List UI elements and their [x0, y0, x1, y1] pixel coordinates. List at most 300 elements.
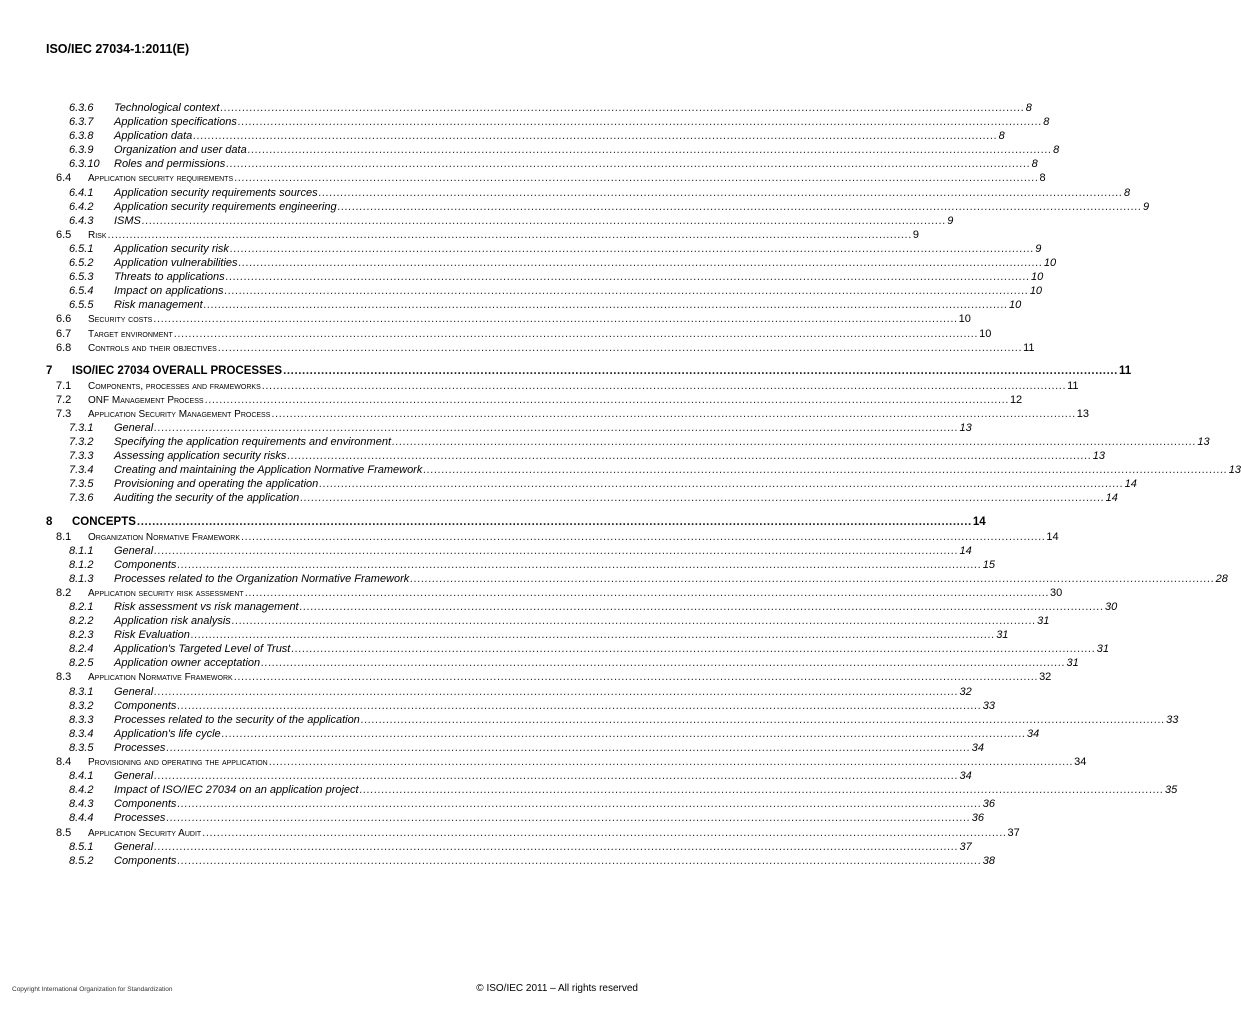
toc-entry-title: Risk assessment vs risk management: [114, 601, 299, 613]
toc-entry-title: Organization Normative Framework: [88, 531, 241, 545]
toc-entry-number: 6.8: [56, 341, 72, 354]
toc-entry-number: 8.4.4: [69, 812, 94, 825]
toc-leader-dots: ............................................................................................................................................................................................................................: [271, 407, 1076, 420]
toc-entry-title: Application risk analysis: [114, 615, 231, 628]
toc-entry-title: Organization and user data: [114, 144, 247, 157]
toc-entry-title: Components: [114, 854, 177, 867]
toc-entry[interactable]: [0, 393, 1023, 407]
toc-entry-number: 8.4.3: [69, 798, 94, 811]
toc-entry-page: 8: [1053, 144, 1060, 157]
toc-entry-page: 32: [1039, 671, 1052, 684]
toc-entry-number: 7.1: [56, 379, 72, 392]
toc-entry[interactable]: [0, 129, 1005, 143]
toc-entry-title: Components, processes and frameworks: [88, 380, 262, 394]
toc-entry-title: Security costs: [88, 313, 153, 327]
toc-leader-dots: ............................................................................................................................................................................................................................: [247, 144, 1053, 157]
toc-entry-title: Processes: [114, 812, 166, 825]
toc-entry-line: [88, 670, 1052, 685]
toc-entry-title: Provisioning and operating the application: [114, 478, 319, 491]
toc-entry-line: [114, 449, 1106, 463]
toc-leader-dots: ............................................................................................................................................................................................................................: [261, 379, 1067, 392]
toc-entry[interactable]: [0, 435, 1210, 449]
toc-entry-page: 35: [1164, 784, 1178, 797]
toc-entry-title: Application Normative Framework: [88, 671, 234, 685]
toc-entry-number: 8.3.4: [69, 727, 94, 740]
toc-entry-line: [114, 284, 1043, 298]
toc-entry[interactable]: [0, 171, 1046, 185]
toc-entry-line: [114, 811, 984, 825]
toc-leader-dots: ............................................................................................................................................................................................................................: [154, 840, 959, 853]
toc-entry-title: Risk Evaluation: [114, 629, 190, 642]
toc-entry-number: 7.3.5: [69, 478, 94, 491]
toc-leader-dots: ............................................................................................................................................................................................................................: [299, 601, 1104, 613]
toc-entry-title: General: [114, 685, 154, 698]
toc-leader-dots: ............................................................................................................................................................................................................................: [268, 756, 1074, 769]
toc-entry-line: [114, 157, 1038, 171]
toc-entry[interactable]: [0, 670, 1052, 684]
toc-entry-number: 7.3.2: [69, 436, 94, 449]
toc-entry[interactable]: [0, 284, 1043, 298]
toc-entry-title: Application security requirements engineering: [114, 200, 337, 213]
toc-entry-title: Application security requirements: [88, 172, 234, 186]
toc-entry-page: 36: [982, 798, 995, 811]
toc-entry-line: [88, 393, 1023, 408]
toc-entry[interactable]: [0, 642, 1109, 656]
toc-spacer: [0, 355, 724, 364]
toc-entry-page: 8: [1043, 116, 1050, 129]
toc-entry-number: 6.3.8: [69, 130, 94, 143]
toc-leader-dots: ............................................................................................................................................................................................................................: [141, 214, 947, 227]
toc-leader-dots: ............................................................................................................................................................................................................................: [237, 116, 1043, 129]
toc-entry-line: [114, 129, 1005, 143]
toc-entry-number: 8.5.1: [69, 840, 94, 853]
toc-entry-page: 10: [979, 327, 992, 340]
toc-entry-number: 8.5: [56, 826, 72, 839]
toc-entry[interactable]: [0, 699, 995, 713]
toc-entry-line: [114, 115, 1050, 129]
toc-entry-line: [114, 101, 1032, 115]
toc-entry[interactable]: [0, 115, 1050, 129]
toc-entry-number: 7.2: [56, 393, 72, 406]
toc-entry-number: 8.1.3: [69, 572, 94, 585]
toc-entry-page: 31: [1066, 657, 1079, 670]
toc-entry-page: 8: [1123, 186, 1131, 199]
toc-entry[interactable]: [0, 463, 1241, 477]
toc-entry-title: Processes related to the Organization Normative Framework: [114, 572, 410, 585]
toc-entry[interactable]: [0, 341, 1035, 355]
toc-entry-page: 11: [1067, 379, 1079, 392]
toc-entry-number: 6.5.5: [69, 299, 94, 312]
toc-entry-line: [88, 228, 919, 243]
toc-entry-line: [114, 600, 1118, 614]
toc-entry-number: 6.5.3: [69, 271, 94, 284]
toc-entry-number: 7.3.6: [69, 492, 94, 505]
toc-leader-dots: ............................................................................................................................................................................................................................: [203, 299, 1009, 312]
toc-leader-dots: ............................................................................................................................................................................................................................: [229, 242, 1035, 255]
toc-entry-line: [114, 642, 1109, 656]
toc-entry[interactable]: [0, 491, 1118, 505]
toc-entry[interactable]: [0, 558, 995, 572]
toc-leader-dots: ............................................................................................................................................................................................................................: [190, 629, 996, 642]
toc-entry-page: 32: [959, 685, 972, 698]
toc-entry-page: 37: [1007, 826, 1020, 839]
toc-leader-dots: ............................................................................................................................................................................................................................: [234, 172, 1039, 185]
toc-entry-title: Components: [114, 699, 177, 712]
toc-entry-number: 6.4.3: [69, 214, 94, 227]
toc-leader-dots: ............................................................................................................................................................................................................................: [173, 327, 979, 340]
toc-entry-number: 8.1: [56, 530, 72, 543]
toc-entry-title: Creating and maintaining the Application Normative Framework: [114, 464, 423, 477]
toc-entry-page: 15: [982, 558, 995, 571]
toc-entry-number: 8.2.3: [69, 629, 94, 642]
toc-entry[interactable]: [0, 364, 1132, 379]
toc-leader-dots: ............................................................................................................................................................................................................................: [224, 285, 1029, 298]
toc-entry-page: 10: [1031, 271, 1044, 284]
toc-entry-line: [114, 143, 1060, 157]
toc-entry-line: [114, 463, 1241, 477]
toc-entry-title: Application owner acceptation: [114, 657, 261, 670]
toc-entry-page: 28: [1215, 572, 1228, 585]
toc-entry-title: Application's Targeted Level of Trust: [114, 643, 291, 656]
toc-leader-dots: ............................................................................................................................................................................................................................: [154, 421, 959, 434]
toc-leader-dots: ............................................................................................................................................................................................................................: [291, 643, 1096, 656]
toc-leader-dots: ............................................................................................................................................................................................................................: [318, 186, 1123, 199]
toc-entry-number: 8.3: [56, 671, 72, 684]
toc-leader-dots: ............................................................................................................................................................................................................................: [153, 313, 958, 326]
toc-entry-title: Application security risk assessment: [88, 587, 245, 601]
toc-leader-dots: ............................................................................................................................................................................................................................: [359, 784, 1164, 797]
toc-entry-number: 7: [46, 364, 53, 377]
toc-leader-dots: ............................................................................................................................................................................................................................: [231, 615, 1037, 628]
toc-entry-number: 8.3.3: [69, 713, 94, 726]
toc-entry[interactable]: [0, 656, 1079, 670]
toc-entry-line: [88, 379, 1079, 394]
toc-entry-line: [114, 797, 995, 811]
toc-entry[interactable]: [0, 854, 995, 868]
toc-leader-dots: ............................................................................................................................................................................................................................: [221, 727, 1027, 740]
toc-entry-page: 14: [1105, 492, 1118, 505]
toc-entry-title: Threats to applications: [114, 271, 225, 284]
toc-entry-line: [114, 544, 972, 558]
toc-entry[interactable]: [0, 741, 984, 755]
toc-entry-title: Application security requirements sources: [114, 186, 318, 199]
toc-entry-number: 8.3.5: [69, 741, 94, 754]
toc-entry-page: 13: [959, 421, 972, 434]
toc-leader-dots: ............................................................................................................................................................................................................................: [177, 558, 982, 571]
toc-entry-number: 6.4.2: [69, 200, 94, 213]
toc-entry[interactable]: [0, 312, 971, 326]
toc-entry-title: Risk: [88, 229, 108, 243]
toc-leader-dots: ............................................................................................................................................................................................................................: [193, 130, 998, 143]
toc-entry-line: [114, 727, 1040, 741]
toc-entry-number: 7.3.1: [69, 421, 94, 434]
toc-leader-dots: ............................................................................................................................................................................................................................: [204, 393, 1009, 406]
toc-entry-line: [114, 741, 984, 755]
toc-entry[interactable]: [0, 449, 1106, 463]
toc-entry-line: [114, 200, 1150, 214]
toc-entry-line: [72, 515, 986, 530]
toc-entry-title: CONCEPTS: [72, 515, 136, 528]
toc-leader-dots: ............................................................................................................................................................................................................................: [136, 515, 972, 528]
toc-entry-number: 8.2.4: [69, 643, 94, 656]
toc-entry-line: [88, 327, 992, 342]
toc-entry-page: 30: [1050, 586, 1063, 599]
toc-entry-title: Application data: [114, 130, 193, 143]
toc-entry-line: [88, 407, 1090, 422]
toc-entry[interactable]: [0, 826, 1020, 840]
toc-entry[interactable]: [0, 200, 1150, 214]
toc-entry-title: Roles and permissions: [114, 158, 226, 171]
toc-leader-dots: ............................................................................................................................................................................................................................: [177, 854, 982, 867]
toc-leader-dots: ............................................................................................................................................................................................................................: [177, 699, 982, 712]
toc-leader-dots: ............................................................................................................................................................................................................................: [283, 364, 1118, 377]
toc-entry-number: 7.3.4: [69, 464, 94, 477]
toc-entry[interactable]: [0, 586, 1063, 600]
toc-entry[interactable]: [0, 769, 972, 783]
document-id: ISO/IEC 27034-1:2011(E): [46, 42, 190, 56]
toc-leader-dots: ............................................................................................................................................................................................................................: [166, 741, 971, 754]
toc-entry-line: [114, 477, 1137, 491]
toc-entry-page: 11: [1118, 364, 1132, 377]
toc-entry-page: 14: [1046, 530, 1059, 543]
toc-entry-line: [114, 242, 1042, 256]
toc-entry-number: 8.4.1: [69, 770, 94, 783]
toc-entry-page: 14: [959, 544, 972, 557]
toc-entry-number: 6.7: [56, 327, 72, 340]
toc-entry-page: 31: [1096, 643, 1109, 656]
toc-entry-page: 8: [998, 130, 1005, 143]
toc-leader-dots: ............................................................................................................................................................................................................................: [177, 798, 982, 811]
toc-leader-dots: ............................................................................................................................................................................................................................: [392, 436, 1197, 449]
toc-entry-number: 7.3: [56, 407, 72, 420]
toc-entry-title: Specifying the application requirements and environment: [114, 436, 391, 449]
toc-entry[interactable]: [0, 614, 1050, 628]
toc-entry-page: 31: [1037, 615, 1050, 628]
toc-entry-page: 12: [1009, 393, 1023, 406]
toc-entry-line: [114, 783, 1178, 797]
toc-entry[interactable]: [0, 477, 1137, 491]
toc-entry-page: 14: [1124, 478, 1137, 491]
toc-entry-line: [88, 826, 1020, 841]
toc-entry-page: 31: [996, 629, 1009, 642]
toc-entry-line: [114, 214, 954, 228]
toc-leader-dots: ............................................................................................................................................................................................................................: [300, 492, 1105, 505]
toc-entry-page: 9: [1035, 242, 1042, 255]
toc-entry-page: 13: [1197, 436, 1210, 449]
toc-entry-page: 8: [1031, 158, 1038, 171]
toc-leader-dots: ............................................................................................................................................................................................................................: [241, 530, 1046, 543]
toc-leader-dots: ............................................................................................................................................................................................................................: [423, 464, 1228, 477]
toc-entry[interactable]: [0, 840, 972, 854]
toc-entry-number: 8.2.1: [69, 601, 94, 613]
toc-entry-title: General: [114, 770, 154, 783]
toc-entry-line: [114, 435, 1210, 449]
toc-entry-line: [88, 312, 971, 327]
toc-entry-line: [114, 699, 995, 713]
toc-entry[interactable]: [0, 298, 1022, 312]
toc-leader-dots: ............................................................................................................................................................................................................................: [226, 158, 1031, 171]
toc-entry[interactable]: [0, 421, 972, 435]
toc-entry-page: 34: [971, 741, 984, 754]
toc-entry-page: 9: [947, 214, 954, 227]
toc-entry[interactable]: [0, 186, 1131, 200]
toc-entry-number: 8.4.2: [69, 784, 94, 797]
toc-entry-title: Components: [114, 558, 177, 571]
toc-entry[interactable]: [0, 270, 1044, 284]
toc-entry[interactable]: [0, 755, 1087, 769]
toc-entry[interactable]: [0, 600, 1118, 614]
toc-entry-number: 8.1.1: [69, 544, 94, 557]
toc-entry-page: 13: [1092, 450, 1106, 463]
toc-entry-line: [114, 491, 1118, 505]
toc-entry[interactable]: [0, 327, 992, 341]
toc-leader-dots: ............................................................................................................................................................................................................................: [202, 826, 1007, 839]
toc-entry-page: 34: [1027, 727, 1040, 740]
toc-entry[interactable]: [0, 572, 1228, 586]
toc-entry-line: [114, 256, 1057, 270]
toc-entry[interactable]: [0, 228, 919, 242]
toc-entry-title: Target environment: [88, 328, 174, 342]
toc-leader-dots: ............................................................................................................................................................................................................................: [107, 228, 912, 241]
toc-entry-title: General: [114, 840, 154, 853]
toc-entry-number: 8.3.1: [69, 685, 94, 698]
toc-entry-title: Application's life cycle: [114, 727, 221, 740]
toc-entry-number: 8: [46, 515, 53, 528]
toc-entry[interactable]: [0, 256, 1057, 270]
toc-entry-line: [88, 586, 1063, 601]
toc-entry-page: 10: [958, 313, 971, 326]
toc-leader-dots: ............................................................................................................................................................................................................................: [166, 812, 971, 825]
toc-entry-title: Application Security Audit: [88, 827, 202, 841]
toc-leader-dots: ............................................................................................................................................................................................................................: [220, 102, 1025, 114]
toc-spacer: [0, 506, 724, 515]
toc-entry-page: 14: [972, 515, 986, 528]
toc-entry-title: General: [114, 421, 154, 434]
toc-entry-line: [114, 421, 972, 435]
toc-entry[interactable]: [0, 143, 1060, 157]
toc-entry-line: [114, 614, 1050, 628]
toc-entry[interactable]: [0, 628, 1009, 642]
toc-entry[interactable]: [0, 713, 1179, 727]
toc-entry-line: [114, 685, 972, 699]
toc-entry-page: 34: [959, 770, 972, 783]
toc-entry-line: [114, 713, 1179, 727]
toc-entry-page: 8: [1039, 172, 1046, 185]
toc-entry-number: 6.3.9: [69, 144, 94, 157]
toc-entry-page: 10: [1043, 257, 1057, 270]
toc-leader-dots: ............................................................................................................................................................................................................................: [261, 657, 1066, 670]
toc-leader-dots: ............................................................................................................................................................................................................................: [319, 478, 1124, 491]
toc-entry-title: Impact of ISO/IEC 27034 on an application project: [114, 784, 359, 797]
toc-entry[interactable]: [0, 544, 972, 558]
toc-entry-number: 7.3.3: [69, 450, 94, 463]
toc-entry[interactable]: [0, 727, 1040, 741]
toc-entry-line: [114, 572, 1228, 586]
toc-entry-number: 6.3.7: [69, 116, 94, 129]
toc-entry[interactable]: [0, 530, 1059, 544]
toc-entry-number: 6.3.10: [69, 158, 100, 171]
toc-leader-dots: ............................................................................................................................................................................................................................: [217, 341, 1023, 354]
toc-entry-line: [72, 364, 1132, 379]
footer-rights: © ISO/IEC 2011 – All rights reserved: [476, 983, 638, 994]
footer-copyright: Copyright International Organization for Standardization: [12, 986, 173, 993]
toc-leader-dots: ............................................................................................................................................................................................................................: [154, 544, 959, 557]
toc-entry-page: 13: [1076, 407, 1090, 420]
toc-leader-dots: ............................................................................................................................................................................................................................: [154, 685, 959, 698]
toc-entry-page: 8: [1025, 102, 1032, 114]
toc-entry-line: [88, 530, 1059, 545]
toc-entry-number: 6.3.6: [69, 102, 94, 114]
toc-entry-number: 6.4.1: [69, 186, 94, 199]
toc-entry-title: Processes related to the security of the application: [114, 713, 360, 726]
toc-entry-page: 9: [912, 228, 919, 241]
toc-entry-page: 34: [1074, 756, 1087, 769]
toc-entry-line: [114, 854, 995, 868]
toc-entry[interactable]: [0, 242, 1042, 256]
toc-entry-title: Auditing the security of the application: [114, 492, 300, 505]
toc-entry-number: 8.2.5: [69, 657, 94, 670]
toc-entry-title: Risk management: [114, 299, 203, 312]
toc-entry-title: Application security risk: [114, 242, 229, 255]
toc-entry-number: 8.4: [56, 756, 72, 769]
toc-entry-line: [114, 656, 1079, 670]
toc-entry-title: Processes: [114, 741, 166, 754]
toc-entry-line: [114, 270, 1044, 284]
toc-entry[interactable]: [0, 783, 1178, 797]
toc-leader-dots: ............................................................................................................................................................................................................................: [154, 770, 959, 783]
toc-entry[interactable]: [0, 797, 995, 811]
toc-entry-number: 6.5: [56, 228, 72, 241]
toc-entry-number: 8.3.2: [69, 699, 94, 712]
toc-entry-number: 6.5.1: [69, 242, 94, 255]
toc-entry-line: [114, 298, 1022, 312]
toc-entry[interactable]: [0, 157, 1038, 171]
toc-entry[interactable]: [0, 101, 1032, 115]
toc-entry[interactable]: [0, 214, 954, 228]
toc-entry-line: [88, 171, 1046, 186]
toc-entry-title: Components: [114, 798, 177, 811]
toc-entry-title: Impact on applications: [114, 285, 224, 298]
toc-entry-title: Application vulnerabilities: [114, 257, 238, 270]
toc-entry-line: [114, 628, 1009, 642]
toc-entry-page: 10: [1009, 299, 1022, 312]
toc-entry-page: 11: [1023, 341, 1035, 354]
toc-entry[interactable]: [0, 811, 984, 825]
toc-entry-number: 8.2.2: [69, 615, 94, 628]
toc-entry[interactable]: [0, 515, 986, 530]
toc-entry-line: [114, 840, 972, 854]
toc-entry-page: 37: [959, 840, 972, 853]
toc-entry-title: ISMS: [114, 214, 141, 227]
toc-entry-number: 8.1.2: [69, 558, 94, 571]
toc-entry[interactable]: [0, 685, 972, 699]
toc-entry-title: Assessing application security risks: [114, 450, 287, 463]
toc-entry-page: 33: [1166, 713, 1179, 726]
toc-entry-line: [88, 341, 1035, 356]
toc-entry-title: Technological context: [114, 102, 220, 114]
toc-leader-dots: ............................................................................................................................................................................................................................: [238, 257, 1043, 270]
toc-entry[interactable]: [0, 379, 1079, 393]
toc-leader-dots: ............................................................................................................................................................................................................................: [337, 200, 1142, 213]
toc-entry-page: 13: [1228, 464, 1241, 477]
toc-entry-number: 6.6: [56, 313, 72, 326]
toc-entry-number: 6.5.2: [69, 257, 94, 270]
toc-leader-dots: ............................................................................................................................................................................................................................: [244, 586, 1050, 599]
toc-entry-title: ONF Management Process: [88, 394, 205, 408]
toc-entry-number: 6.4: [56, 172, 72, 185]
toc-entry[interactable]: [0, 407, 1090, 421]
toc-entry-number: 8.5.2: [69, 854, 94, 867]
